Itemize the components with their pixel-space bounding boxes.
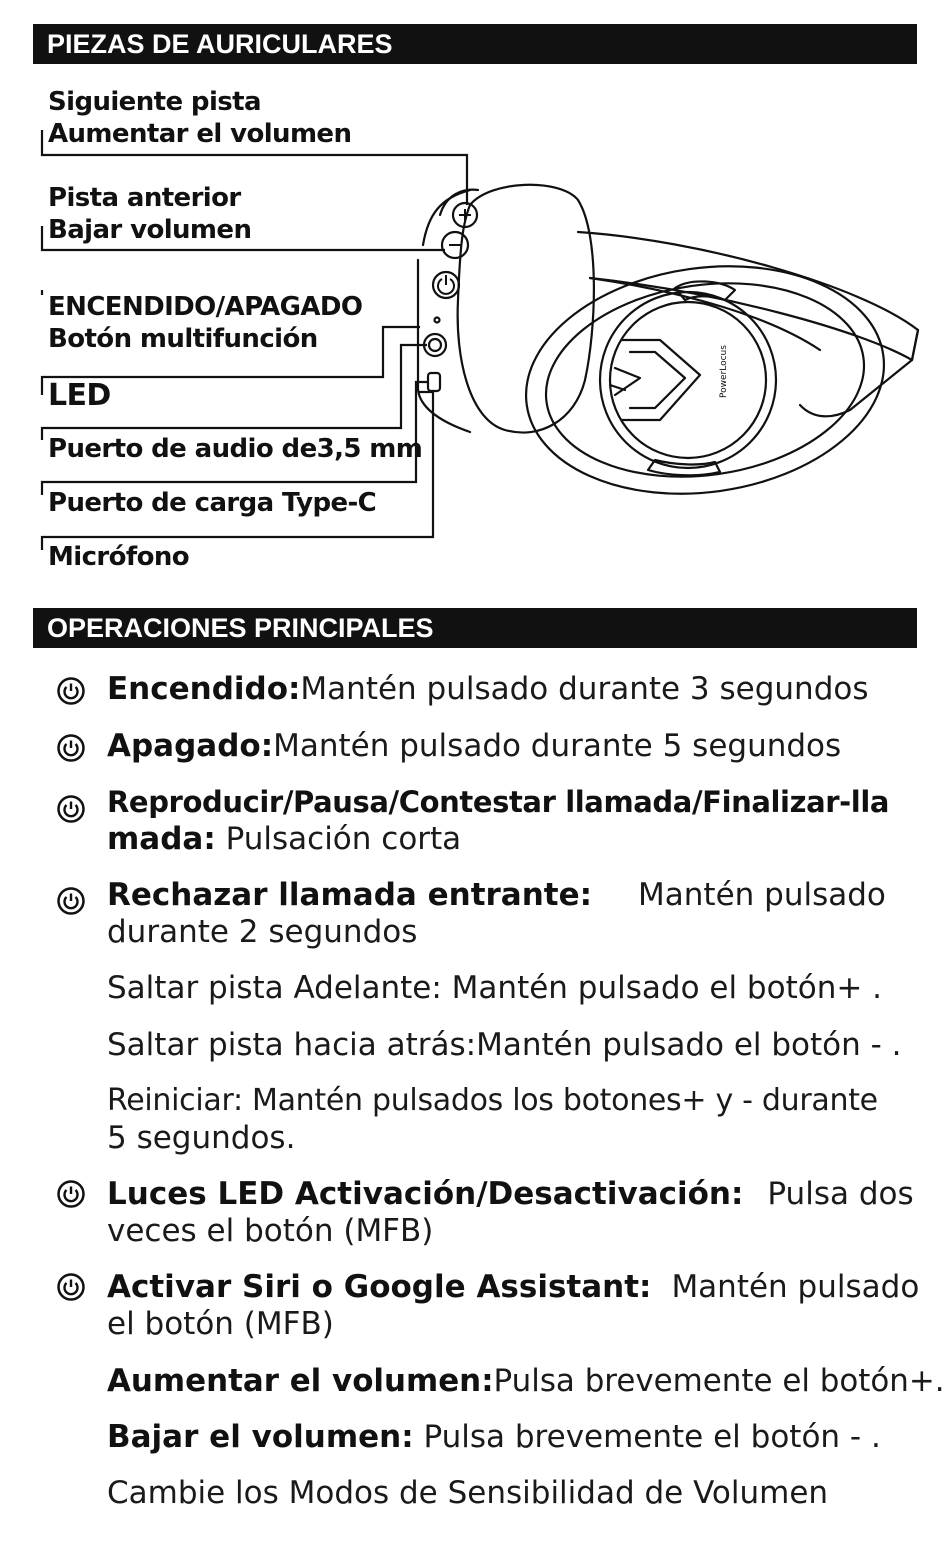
label-volume-up: Aumentar el volumen [48,119,352,149]
headphones-illustration [0,0,950,600]
op-label: Saltar pista hacia atrás: [107,1027,477,1063]
op-text: Mantén pulsado [638,877,886,913]
section-title-operations: OPERACIONES PRINCIPALES [33,608,917,648]
label-prev-track: Pista anterior [48,183,241,213]
op-label: Apagado: [107,728,274,764]
label-mic: Micrófono [48,542,190,572]
op-reject-line1 [107,876,886,914]
label-led: LED [48,378,111,413]
power-icon [56,1179,86,1209]
op-reset-line2: 5 segundos. [107,1120,296,1156]
op-text: Mantén pulsado durante 5 segundos [273,728,842,764]
power-icon [56,676,86,706]
op-text: Mantén pulsado [671,1269,920,1305]
op-play-pause-line1 [107,783,889,821]
op-skip-forward [107,969,882,1007]
label-mfb: Botón multifunción [48,324,318,354]
label-charge-port: Puerto de carga Type-C [48,488,377,518]
op-text: Pulsa brevemente el botón - . [413,1419,881,1455]
op-sensitivity: Cambie los Modos de Sensibilidad de Volumen [107,1475,829,1511]
op-power-off [107,727,841,765]
op-label: Encendido: [107,671,301,707]
brand-text: PowerLocus [719,345,729,398]
power-icon [56,794,86,824]
op-label: Bajar el volumen: [107,1419,414,1455]
op-reset-line1: Reiniciar: Mantén pulsados los botones+ y - durante [107,1083,878,1118]
op-label: mada: [107,821,216,857]
op-text: Pulsación corta [215,821,462,857]
power-icon [56,1272,86,1302]
op-led-line1 [107,1175,914,1213]
op-label: Saltar pista Adelante: [107,970,442,1006]
op-text: Pulsa dos [767,1176,914,1212]
label-volume-down: Bajar volumen [48,215,252,245]
op-volume-up [107,1362,945,1400]
op-play-pause-line2 [107,820,461,858]
power-icon [56,886,86,916]
op-text: Mantén pulsado el botón+ . [441,970,883,1006]
op-text: Pulsa brevemente el botón+. [493,1363,945,1399]
op-volume-down [107,1418,881,1456]
op-led-line2: veces el botón (MFB) [107,1213,434,1249]
op-assistant-line2: el botón (MFB) [107,1306,334,1342]
op-text: Mantén pulsado durante 3 segundos [300,671,869,707]
op-reject-line2: durante 2 segundos [107,914,418,950]
power-icon [56,733,86,763]
op-skip-back [107,1026,902,1064]
label-audio-port: Puerto de audio de3,5 mm [48,434,423,464]
label-power: ENCENDIDO/APAGADO [48,292,363,322]
op-label: Rechazar llamada entrante: [107,877,593,913]
op-power-on [107,670,869,708]
op-assistant-line1 [107,1268,919,1306]
op-label: Reproducir/Pausa/Contestar llamada/Finalizar-lla [107,785,890,819]
section-title-parts: PIEZAS DE AURICULARES [33,24,917,64]
op-label: Aumentar el volumen: [107,1363,494,1399]
op-label: Activar Siri o Google Assistant: [107,1269,652,1305]
op-text: Mantén pulsado el botón - . [476,1027,902,1063]
label-next-track: Siguiente pista [48,87,261,117]
op-label: Luces LED Activación/Desactivación: [107,1176,744,1212]
